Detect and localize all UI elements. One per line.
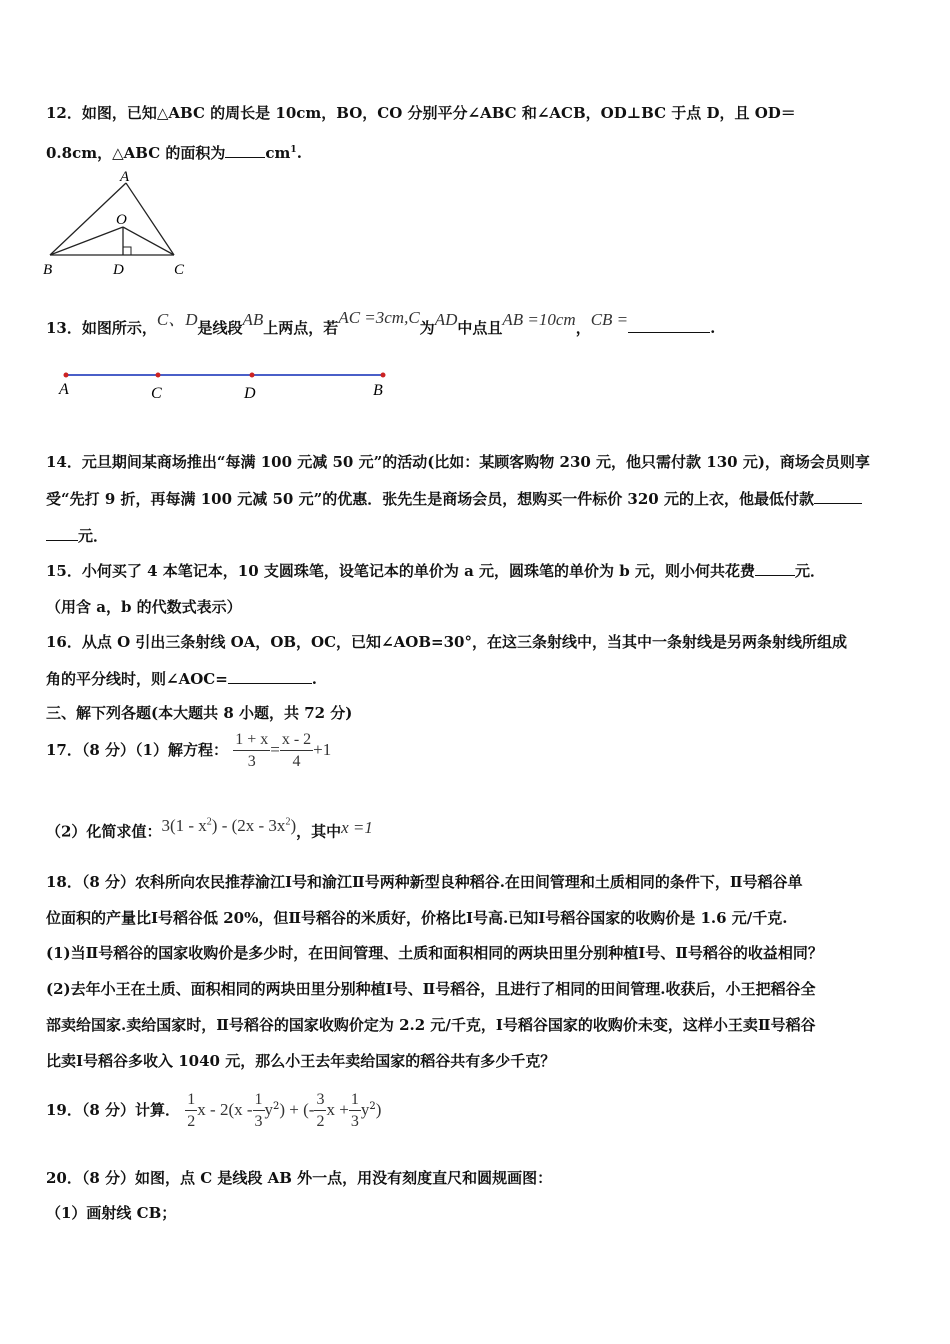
q19-frac-c xyxy=(314,1090,326,1133)
q13-text-2: 上两点，若 xyxy=(263,319,339,337)
q14-text-3: 元． xyxy=(78,527,109,545)
q18-line3: (1)当Ⅱ号稻谷的国家收购价是多少时，在田间管理、土质和面积相同的两块田里分别种植Ⅰ号、Ⅱ号稻谷的收益相同？ xyxy=(46,944,823,962)
q19-seg-2: y xyxy=(264,1100,274,1119)
q18-line2: 位面积的产量比Ⅰ号稻谷低 20%，但Ⅱ号稻谷的米质好，价格比Ⅰ号高.已知Ⅰ号稻谷国家的收购价是 1.6 元/千克. xyxy=(46,909,788,927)
q17-where: ，其中 xyxy=(296,822,342,841)
q14-line1: 14．元旦期间某商场推出“每满 100 元减 50 元”的活动(比如：某顾客购物 230 元，他只需付款 130 元)，商场会员则享 xyxy=(46,453,870,471)
q19-frac-b xyxy=(253,1090,265,1133)
q13-math-ab: AB xyxy=(242,310,264,329)
q15-text-1b: 元． xyxy=(794,562,825,580)
q19-seg-1: x - 2(x - xyxy=(197,1100,253,1119)
q19-sup-1: 2 xyxy=(273,1101,280,1112)
q15-line1 xyxy=(46,561,825,581)
q17-frac1-num: 1 + x xyxy=(233,730,270,751)
q12-label-c: C xyxy=(174,262,185,278)
q12-line2 xyxy=(46,140,302,163)
q12-label-d: D xyxy=(113,262,124,278)
q14-line3 xyxy=(46,526,108,546)
q16-end: . xyxy=(311,670,318,688)
q17-frac2-num: x - 2 xyxy=(280,730,313,751)
q17-condition: x =1 xyxy=(341,817,373,837)
q12-label-a: A xyxy=(120,169,130,185)
q13-math-ab-len: AB =10cm xyxy=(502,310,576,329)
q13-label-a: A xyxy=(59,381,69,398)
q17-frac1-den: 3 xyxy=(247,752,256,770)
q14-answer-blank-b xyxy=(46,526,78,541)
q17-part2 xyxy=(46,815,373,842)
q19-frac-b-den: 3 xyxy=(254,1112,263,1130)
q12-text-a: 0.8cm，△ABC 的面积为 xyxy=(46,144,226,162)
q17-expression xyxy=(161,816,296,835)
q17-text-2: （2）化简求值： xyxy=(46,822,162,841)
q12-answer-blank xyxy=(225,143,265,158)
q17-fraction-1 xyxy=(233,730,270,773)
q19-seg-3: ) + (- xyxy=(279,1100,315,1119)
q17-fraction-2 xyxy=(280,730,313,773)
q13-line xyxy=(46,308,716,338)
q12-unit-sup: 1 xyxy=(290,145,297,155)
q16-line1: 16．从点 O 引出三条射线 OA，OB，OC，已知∠AOB=30°，在这三条射线中，当其中一条射线是另两条射线所组成 xyxy=(46,633,847,651)
q13-answer-blank xyxy=(628,318,710,333)
q19-frac-c-num: 3 xyxy=(314,1090,326,1111)
q17-expr-a: 3(1 - x xyxy=(161,815,207,835)
q17-plus-one: +1 xyxy=(313,740,332,759)
q17-sup-1: 2 xyxy=(206,816,212,827)
q17-part1 xyxy=(46,728,331,773)
q18-line5: 部卖给国家.卖给国家时，Ⅱ号稻谷的国家收购价定为 2.2 元/千克，Ⅰ号稻谷国家的收购价未变，这样小王卖Ⅱ号稻谷 xyxy=(46,1016,816,1034)
q19-seg-4: x + xyxy=(326,1100,349,1119)
q17-frac2-den: 4 xyxy=(292,752,301,770)
q17-text-1: 17．（8 分）（1）解方程： xyxy=(46,741,228,759)
q13-label-c: C xyxy=(151,385,162,402)
q19-seg-6: ) xyxy=(375,1100,382,1119)
q19-frac-a-den: 2 xyxy=(187,1112,196,1130)
section-3-heading: 三、解下列各题(本大题共 8 小题，共 72 分) xyxy=(46,704,353,722)
q17-expr-c: ) xyxy=(290,815,297,835)
q19-seg-5: y xyxy=(360,1100,370,1119)
q12-label-b: B xyxy=(43,262,53,278)
q12-label-o: O xyxy=(116,212,127,228)
q13-math-ac: AC =3cm,C xyxy=(338,308,420,327)
q16-line2 xyxy=(46,669,317,689)
q19-frac-a xyxy=(185,1090,197,1133)
q17-expr-b: ) - (2x - 3x xyxy=(211,815,286,835)
q17-sup-2: 2 xyxy=(285,816,291,827)
q12-line1: 12．如图，已知△ABC 的周长是 10cm，BO，CO 分别平分∠ABC 和∠ACB，OD⊥BC 于点 D，且 OD＝ xyxy=(46,104,796,122)
q17-equals: = xyxy=(270,740,280,759)
q15-line2: （用含 a，b 的代数式表示） xyxy=(46,598,242,616)
q12-period: . xyxy=(296,144,302,162)
q13-label-d: D xyxy=(244,385,256,402)
q19-frac-d-den: 3 xyxy=(350,1112,359,1130)
q13-math-ad: AD xyxy=(434,310,458,329)
q14-line2 xyxy=(46,489,862,509)
q14-text-2: 受“先打 9 折，再每满 100 元减 50 元”的优惠．张先生是商场会员，想购买一件标价 320 元的上衣，他最低付款 xyxy=(46,490,814,508)
q19-sup-2: 2 xyxy=(369,1101,376,1112)
q19-line xyxy=(46,1085,381,1133)
q20-line2: （1）画射线 CB； xyxy=(46,1204,177,1222)
q19-frac-c-den: 2 xyxy=(316,1112,325,1130)
q18-line6: 比卖Ⅰ号稻谷多收入 1040 元，那么小王去年卖给国家的稻谷共有多少千克？ xyxy=(46,1052,556,1070)
q13-segment-figure xyxy=(50,362,400,406)
q15-text-1: 15．小何买了 4 本笔记本，10 支圆珠笔，设笔记本的单价为 a 元，圆珠笔的单价为 b 元，则小何共花费 xyxy=(46,562,755,580)
q14-answer-blank-a xyxy=(814,489,862,504)
q19-frac-a-num: 1 xyxy=(185,1090,197,1111)
q13-end: . xyxy=(710,319,716,337)
q13-prefix: 13．如图所示， xyxy=(46,319,157,337)
q18-line4: (2)去年小王在土质、面积相同的两块田里分别种植Ⅰ号、Ⅱ号稻谷，且进行了相同的田间管理.收获后，小王把稻谷全 xyxy=(46,980,816,998)
q13-text-4: 中点且 xyxy=(457,319,503,337)
q12-unit: cm xyxy=(265,144,291,162)
q13-text-1: 是线段 xyxy=(197,319,243,337)
q19-frac-d xyxy=(349,1090,361,1133)
q13-math-cb: CB = xyxy=(590,310,629,329)
q16-text-2: 角的平分线时，则∠AOC= xyxy=(46,670,228,688)
q12-triangle-figure xyxy=(40,165,200,283)
q13-text-5: ， xyxy=(575,319,591,337)
q19-frac-b-num: 1 xyxy=(253,1090,265,1111)
q20-line1: 20．（8 分）如图，点 C 是线段 AB 外一点，用没有刻度直尺和圆规画图： xyxy=(46,1169,553,1187)
q19-frac-d-num: 1 xyxy=(349,1090,361,1111)
q13-label-b: B xyxy=(373,382,383,399)
q19-text: 19．（8 分）计算． xyxy=(46,1101,181,1119)
q15-answer-blank xyxy=(755,561,795,576)
q13-math-cd: C、D xyxy=(156,310,198,329)
q13-text-3: 为 xyxy=(419,319,435,337)
q18-line1: 18．（8 分）农科所向农民推荐渝江Ⅰ号和渝江Ⅱ号两种新型良种稻谷.在田间管理和土质相同的条件下，Ⅱ号稻谷单 xyxy=(46,873,803,891)
q16-answer-blank xyxy=(228,669,312,684)
